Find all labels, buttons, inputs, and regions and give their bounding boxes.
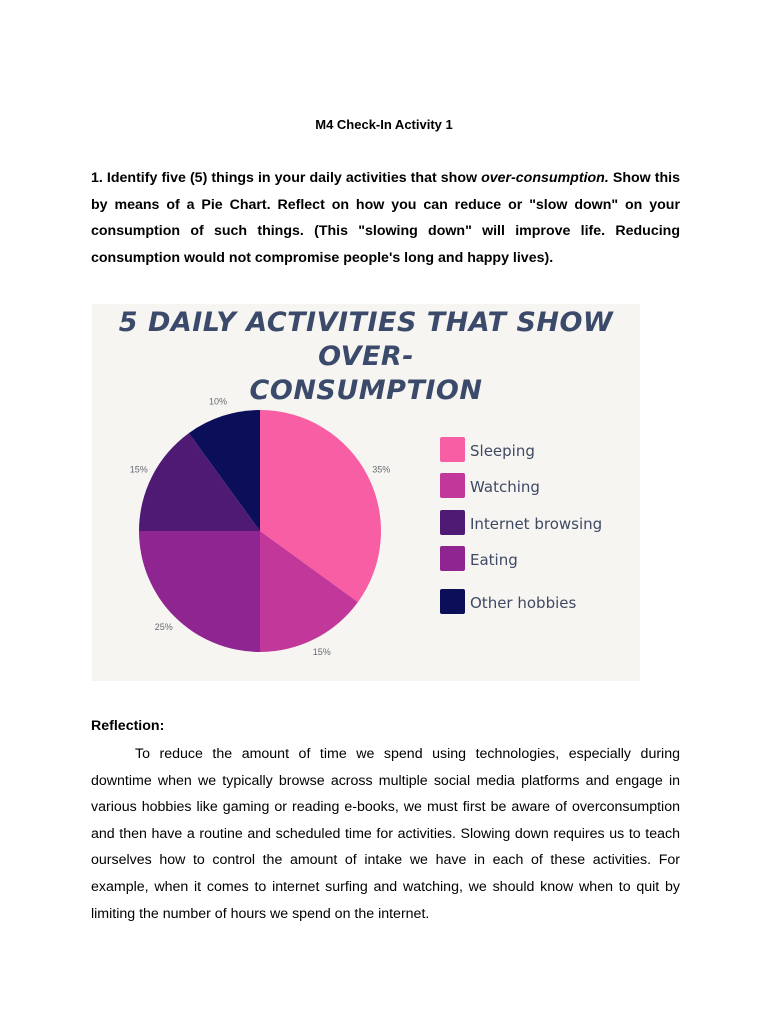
pie-chart-figure xyxy=(92,304,640,681)
legend-swatch-internet-browsing xyxy=(440,510,465,535)
legend-label-eating: Eating xyxy=(470,551,518,569)
legend-swatch-other-hobbies xyxy=(440,589,465,614)
question-text xyxy=(91,165,680,271)
chart-title-line-2: CONSUMPTION xyxy=(249,375,483,406)
question-text-before: Identify five (5) things in your daily activities that show xyxy=(106,170,482,186)
legend-swatch-eating xyxy=(440,546,465,571)
question-number: 1. xyxy=(91,170,103,186)
pie-value-label-internet-browsing: 15% xyxy=(129,464,148,475)
pie-slice-eating xyxy=(139,531,260,652)
reflection-heading: Reflection: xyxy=(91,718,165,734)
legend-swatch-sleeping xyxy=(440,437,465,462)
legend-label-watching: Watching xyxy=(470,478,540,496)
legend-swatch-watching xyxy=(440,473,465,498)
legend-label-other-hobbies: Other hobbies xyxy=(470,594,577,612)
question-text-after: Show this by means of a Pie Chart. Reflect on how you can reduce or "slow down" on your consumption of such things. (This "slowing down" will improve life. Reducing consumption would not compromise people's long and happy lives). xyxy=(91,170,680,266)
pie-value-label-sleeping: 35% xyxy=(372,464,391,475)
legend-label-sleeping: Sleeping xyxy=(470,442,535,460)
reflection-body: To reduce the amount of time we spend using technologies, especially during downtime when we typically browse across multiple social media platforms and engage in various hobbies like gaming or reading e-books, we must first be aware of overconsumption and then have a routine and scheduled time for activities. Slowing down requires us to teach ourselves how to control the amount of intake we have in each of these activities. For example, when it comes to internet surfing and watching, we should know when to quit by limiting the number of hours we spend on the internet. xyxy=(91,746,680,922)
pie-value-label-eating: 25% xyxy=(154,622,173,633)
question-emphasis: over-consumption. xyxy=(481,170,609,186)
page-title: M4 Check-In Activity 1 xyxy=(315,117,453,132)
pie-value-label-watching: 15% xyxy=(312,647,331,658)
chart-title-line-1: 5 DAILY ACTIVITIES THAT SHOW OVER- xyxy=(118,307,614,372)
pie-chart-svg xyxy=(92,304,640,681)
pie-value-label-other-hobbies: 10% xyxy=(208,396,228,407)
legend-label-internet-browsing: Internet browsing xyxy=(470,515,603,533)
